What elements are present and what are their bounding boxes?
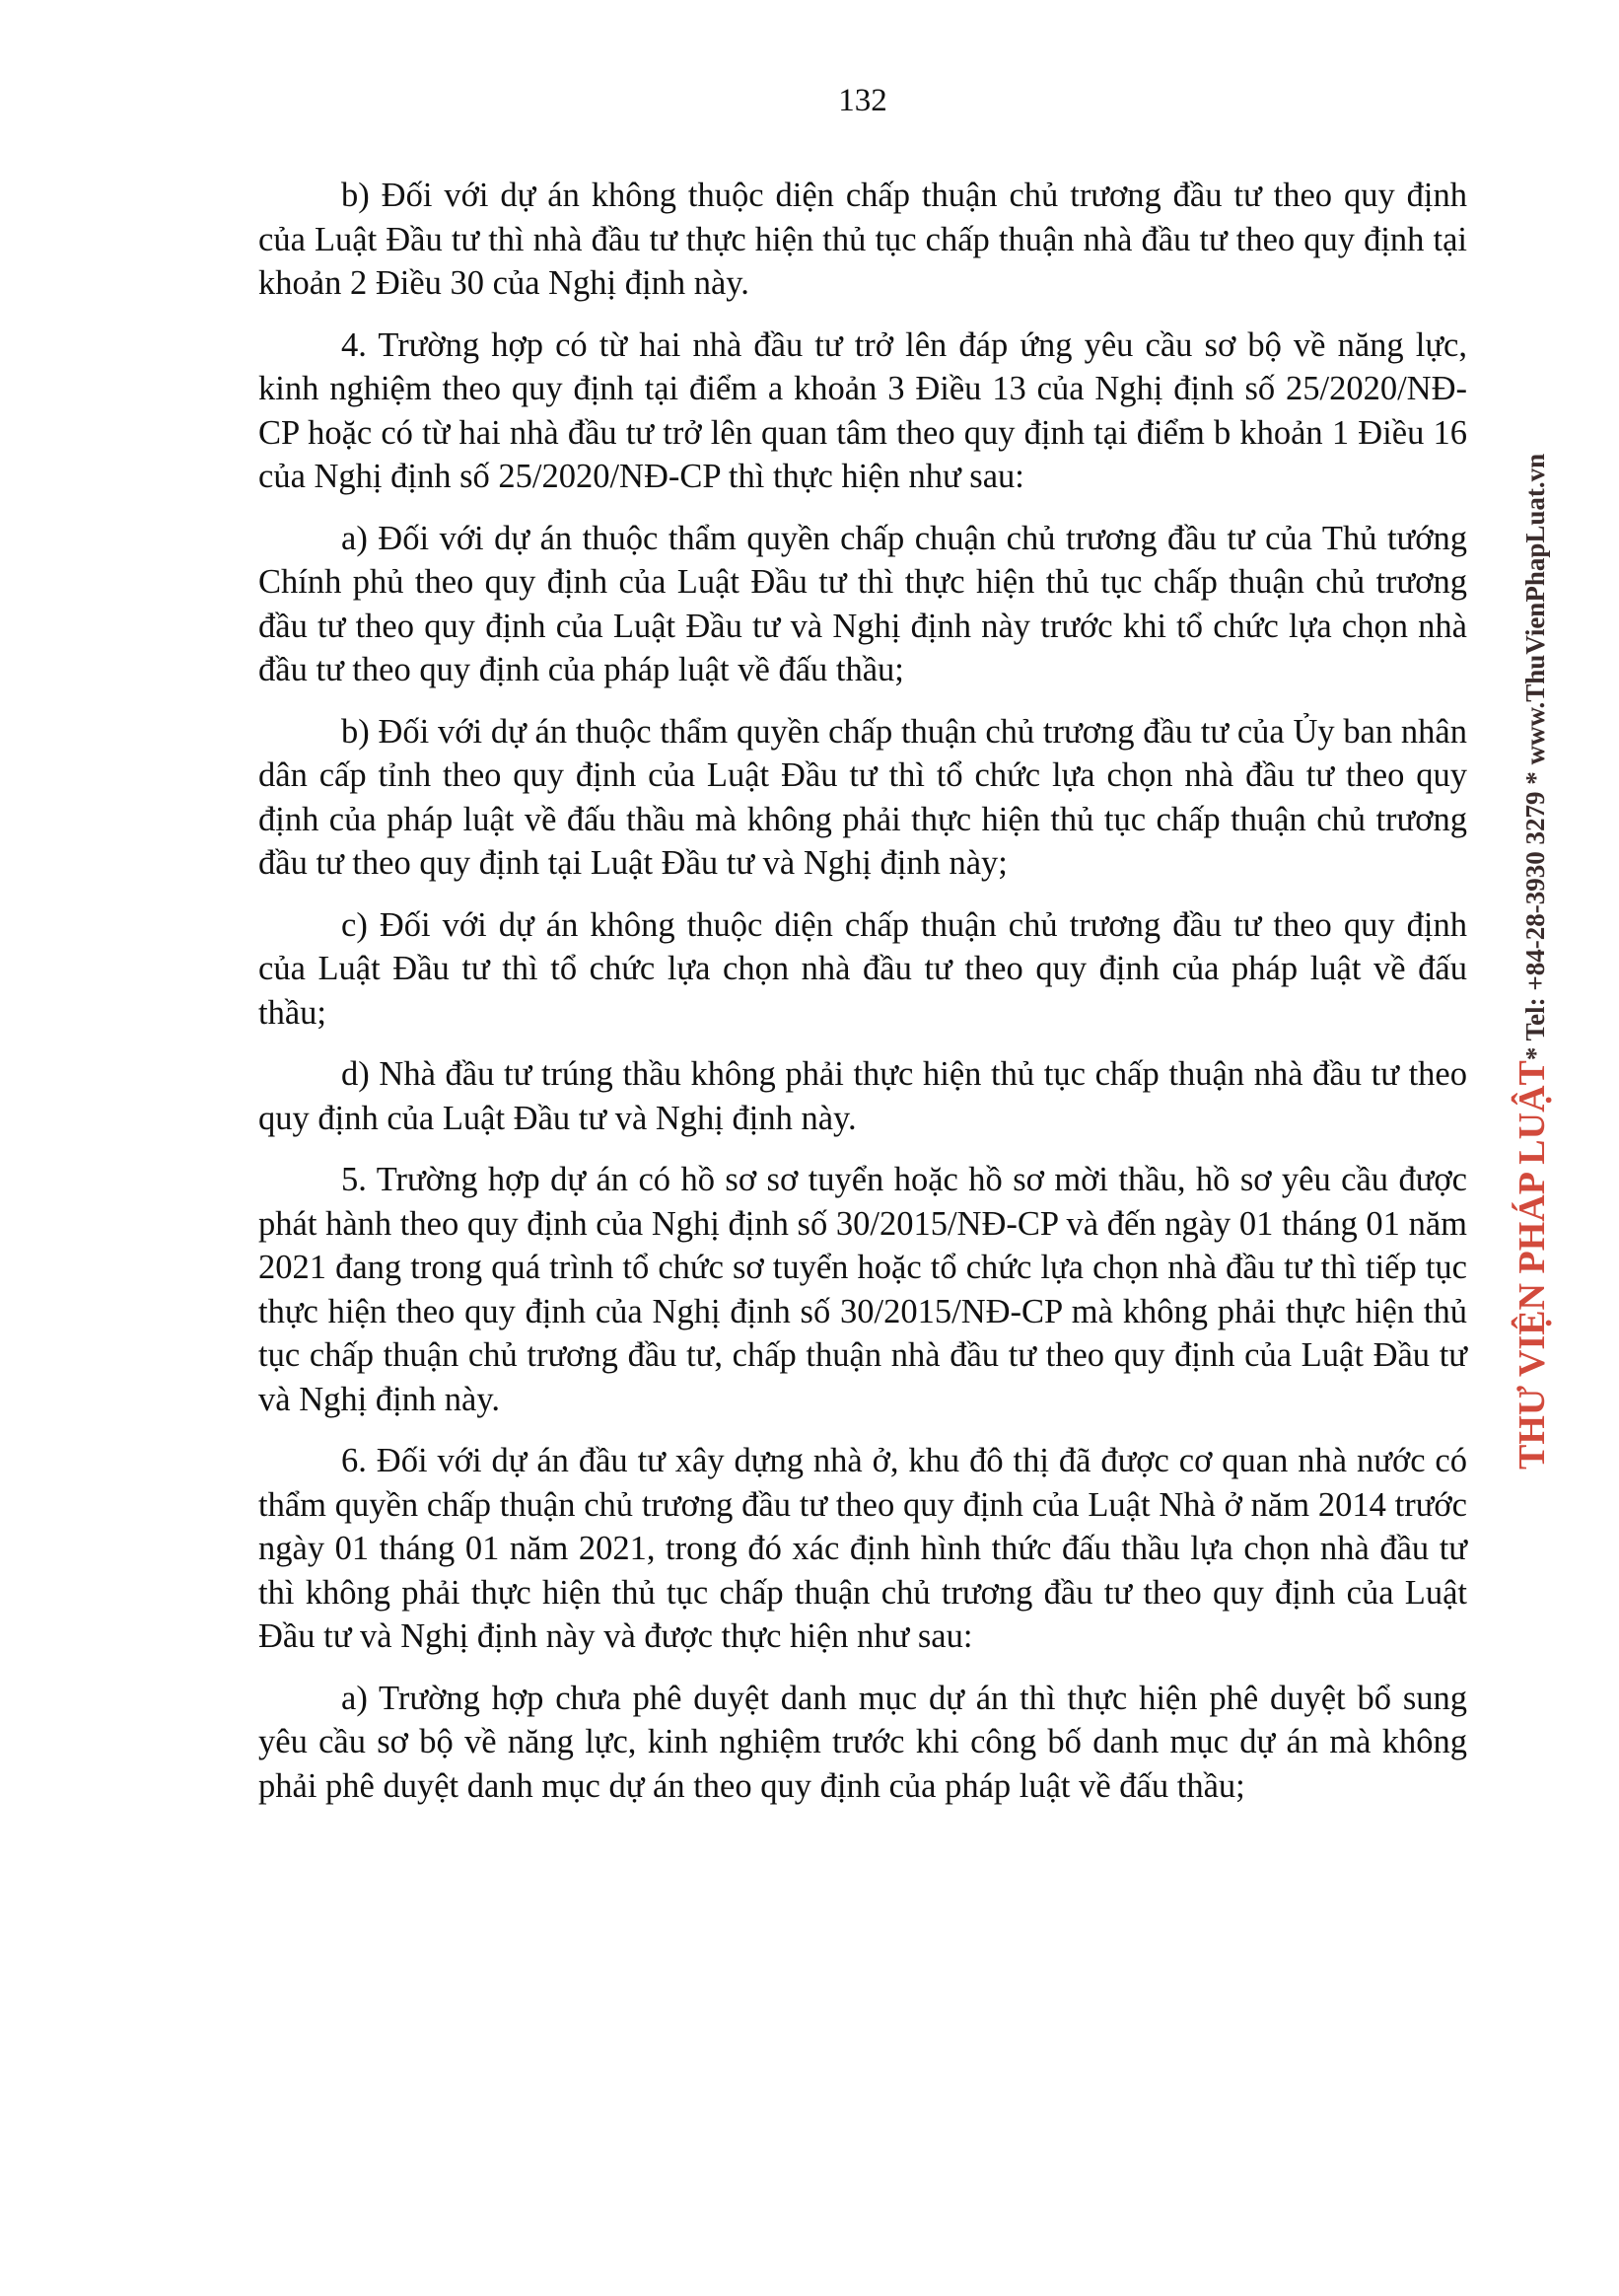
- watermark-contact: * Tel: +84-28-3930 3279 * www.ThuVienPhapLuat.vn: [1520, 453, 1550, 1061]
- paragraph-4: 4. Trường hợp có từ hai nhà đầu tư trở lên đáp ứng yêu cầu sơ bộ về năng lực, kinh nghiệm theo quy định tại điểm a khoản 3 Điều 13 của Nghị định số 25/2020/NĐ-CP hoặc có từ hai nhà đầu tư trở lên quan tâm theo quy định tại điểm b khoản 1 Điều 16 của Nghị định số 25/2020/NĐ-CP thì thực hiện như sau:: [258, 325, 1467, 495]
- paragraph-b-not-subject: b) Đối với dự án không thuộc diện chấp thuận chủ trương đầu tư theo quy định của Luật Đầu tư thì nhà đầu tư thực hiện thủ tục chấp thuận nhà đầu tư theo quy định tại khoản 2 Điều 30 của Nghị định này.: [258, 177, 1467, 302]
- paragraph-6a: a) Trường hợp chưa phê duyệt danh mục dự án thì thực hiện phê duyệt bổ sung yêu cầu sơ bộ về năng lực, kinh nghiệm trước khi công bố danh mục dự án mà không phải phê duyệt danh mục dự án theo quy định của pháp luật về đấu thầu;: [258, 1679, 1467, 1805]
- page-number: 132: [838, 83, 887, 118]
- watermark-brand: THƯ VIỆN PHÁP LUẬT: [1512, 1060, 1553, 1470]
- document-body: [258, 174, 1467, 1826]
- paragraph-5: 5. Trường hợp dự án có hồ sơ sơ tuyển hoặc hồ sơ mời thầu, hồ sơ yêu cầu được phát hành theo quy định của Nghị định số 30/2015/NĐ-CP và đến ngày 01 tháng 01 năm 2021 đang trong quá trình tổ chức sơ tuyển hoặc tổ chức lựa chọn nhà đầu tư thì tiếp tục thực hiện theo quy định của Nghị định số 30/2015/NĐ-CP mà không phải thực hiện thủ tục chấp thuận chủ trương đầu tư, chấp thuận nhà đầu tư theo quy định của Luật Đầu tư và Nghị định này.: [258, 1161, 1467, 1418]
- paragraph-4d: d) Nhà đầu tư trúng thầu không phải thực hiện thủ tục chấp thuận nhà đầu tư theo quy định của Luật Đầu tư và Nghị định này.: [258, 1055, 1467, 1137]
- paragraph-4b: b) Đối với dự án thuộc thẩm quyền chấp thuận chủ trương đầu tư của Ủy ban nhân dân cấp tỉnh theo quy định của Luật Đầu tư thì tổ chức lựa chọn nhà đầu tư theo quy định của pháp luật về đấu thầu mà không phải thực hiện thủ tục chấp thuận chủ trương đầu tư theo quy định tại Luật Đầu tư và Nghị định này;: [258, 712, 1467, 882]
- paragraph-6: 6. Đối với dự án đầu tư xây dựng nhà ở, khu đô thị đã được cơ quan nhà nước có thẩm quyền chấp thuận chủ trương đầu tư theo quy định của Luật Nhà ở năm 2014 trước ngày 01 tháng 01 năm 2021, trong đó xác định hình thức đấu thầu lựa chọn nhà đầu tư thì không phải thực hiện thủ tục chấp thuận chủ trương đầu tư theo quy định của Luật Đầu tư và Nghị định này và được thực hiện như sau:: [258, 1442, 1467, 1655]
- paragraph-4a: a) Đối với dự án thuộc thẩm quyền chấp chuận chủ trương đầu tư của Thủ tướng Chính phủ theo quy định của Luật Đầu tư thì thực hiện thủ tục chấp thuận chủ trương đầu tư theo quy định của Luật Đầu tư và Nghị định này trước khi tổ chức lựa chọn nhà đầu tư theo quy định của pháp luật về đấu thầu;: [258, 519, 1467, 688]
- paragraph-4c: c) Đối với dự án không thuộc diện chấp thuận chủ trương đầu tư theo quy định của Luật Đầu tư thì tổ chức lựa chọn nhà đầu tư theo quy định của pháp luật về đấu thầu;: [258, 905, 1467, 1032]
